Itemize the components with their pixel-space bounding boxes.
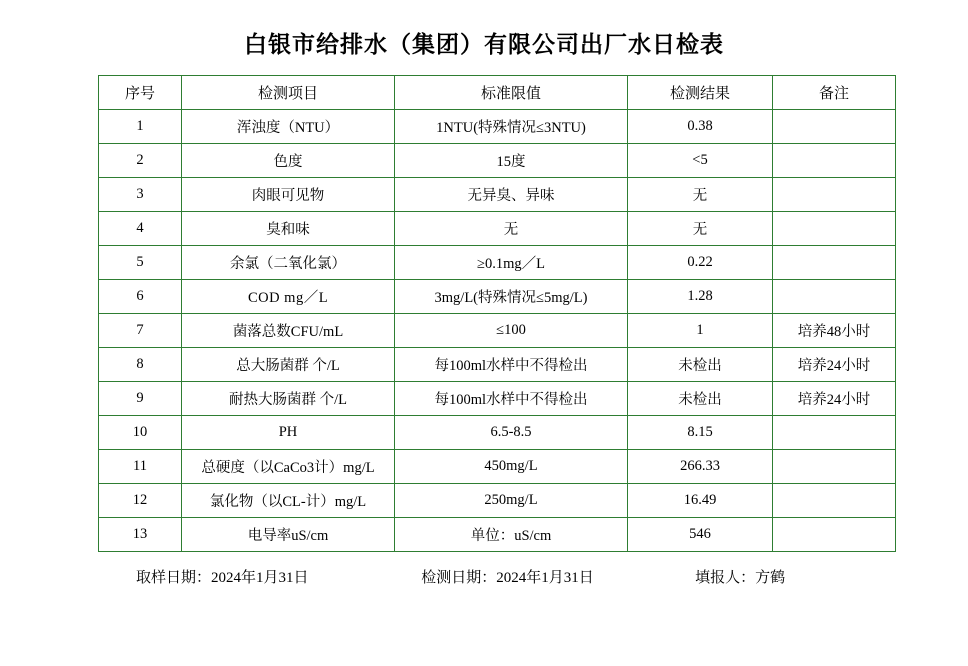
cell-result: 1.28 <box>628 280 773 314</box>
cell-limit: 无异臭、异味 <box>395 178 628 212</box>
cell-no: 3 <box>99 178 182 212</box>
cell-no: 5 <box>99 246 182 280</box>
cell-limit: ≥0.1mg／L <box>395 246 628 280</box>
cell-item: 肉眼可见物 <box>182 178 395 212</box>
cell-item: 总大肠菌群 个/L <box>182 348 395 382</box>
cell-limit: 每100ml水样中不得检出 <box>395 348 628 382</box>
header-cell-no: 序号 <box>99 76 182 110</box>
cell-note <box>773 144 896 178</box>
cell-no: 7 <box>99 314 182 348</box>
cell-no: 2 <box>99 144 182 178</box>
cell-limit: 6.5-8.5 <box>395 416 628 450</box>
cell-item: 余氯（二氧化氯） <box>182 246 395 280</box>
table-header-row <box>99 76 896 110</box>
table-row <box>99 144 896 178</box>
cell-note: 培养24小时 <box>773 348 896 382</box>
cell-result: 未检出 <box>628 348 773 382</box>
header-cell-result: 检测结果 <box>628 76 773 110</box>
cell-no: 9 <box>99 382 182 416</box>
cell-item: 氯化物（以CL-计）mg/L <box>182 484 395 518</box>
cell-result: 无 <box>628 212 773 246</box>
table-row <box>99 280 896 314</box>
footer <box>0 552 968 587</box>
cell-limit: 3mg/L(特殊情况≤5mg/L) <box>395 280 628 314</box>
cell-no: 11 <box>99 450 182 484</box>
cell-result: 16.49 <box>628 484 773 518</box>
table-row <box>99 348 896 382</box>
cell-item: 耐热大肠菌群 个/L <box>182 382 395 416</box>
cell-result: 8.15 <box>628 416 773 450</box>
cell-item: PH <box>182 416 395 450</box>
cell-limit: 450mg/L <box>395 450 628 484</box>
cell-no: 10 <box>99 416 182 450</box>
cell-limit: 无 <box>395 212 628 246</box>
cell-no: 8 <box>99 348 182 382</box>
cell-result: 0.38 <box>628 110 773 144</box>
cell-note <box>773 450 896 484</box>
test-date: 检测日期：2024年1月31日 <box>421 570 594 586</box>
cell-result: 无 <box>628 178 773 212</box>
cell-result: 1 <box>628 314 773 348</box>
cell-result: <5 <box>628 144 773 178</box>
cell-note <box>773 246 896 280</box>
table-row <box>99 246 896 280</box>
table-row <box>99 212 896 246</box>
table-row <box>99 178 896 212</box>
cell-note <box>773 212 896 246</box>
sampling-date: 取样日期：2024年1月31日 <box>136 570 309 586</box>
header-cell-note: 备注 <box>773 76 896 110</box>
table-container <box>0 75 968 552</box>
cell-limit: 每100ml水样中不得检出 <box>395 382 628 416</box>
cell-note <box>773 178 896 212</box>
cell-note <box>773 110 896 144</box>
cell-item: 菌落总数CFU/mL <box>182 314 395 348</box>
cell-note <box>773 416 896 450</box>
cell-no: 6 <box>99 280 182 314</box>
cell-item: 臭和味 <box>182 212 395 246</box>
cell-note <box>773 280 896 314</box>
cell-item: 色度 <box>182 144 395 178</box>
cell-item: 总硬度（以CaCo3计）mg/L <box>182 450 395 484</box>
table-body <box>99 110 896 552</box>
cell-no: 13 <box>99 518 182 552</box>
header-cell-limit: 标准限值 <box>395 76 628 110</box>
cell-result: 266.33 <box>628 450 773 484</box>
cell-note <box>773 484 896 518</box>
page-title: 白银市给排水（集团）有限公司出厂水日检表 <box>244 32 724 57</box>
cell-limit: 单位：uS/cm <box>395 518 628 552</box>
table-row <box>99 382 896 416</box>
table-row <box>99 450 896 484</box>
reporter: 填报人：方鹤 <box>695 570 786 586</box>
cell-item: COD mg／L <box>182 280 395 314</box>
cell-no: 1 <box>99 110 182 144</box>
cell-result: 未检出 <box>628 382 773 416</box>
cell-result: 546 <box>628 518 773 552</box>
cell-item: 电导率uS/cm <box>182 518 395 552</box>
cell-limit: 250mg/L <box>395 484 628 518</box>
table-row <box>99 484 896 518</box>
header-cell-item: 检测项目 <box>182 76 395 110</box>
table-row <box>99 416 896 450</box>
cell-no: 4 <box>99 212 182 246</box>
cell-limit: 1NTU(特殊情况≤3NTU) <box>395 110 628 144</box>
cell-limit: 15度 <box>395 144 628 178</box>
table-header <box>99 76 896 110</box>
cell-no: 12 <box>99 484 182 518</box>
table-row <box>99 314 896 348</box>
cell-note: 培养24小时 <box>773 382 896 416</box>
water-quality-table <box>98 75 896 552</box>
cell-result: 0.22 <box>628 246 773 280</box>
table-row <box>99 518 896 552</box>
cell-note: 培养48小时 <box>773 314 896 348</box>
cell-note <box>773 518 896 552</box>
table-row <box>99 110 896 144</box>
cell-item: 浑浊度（NTU） <box>182 110 395 144</box>
cell-limit: ≤100 <box>395 314 628 348</box>
